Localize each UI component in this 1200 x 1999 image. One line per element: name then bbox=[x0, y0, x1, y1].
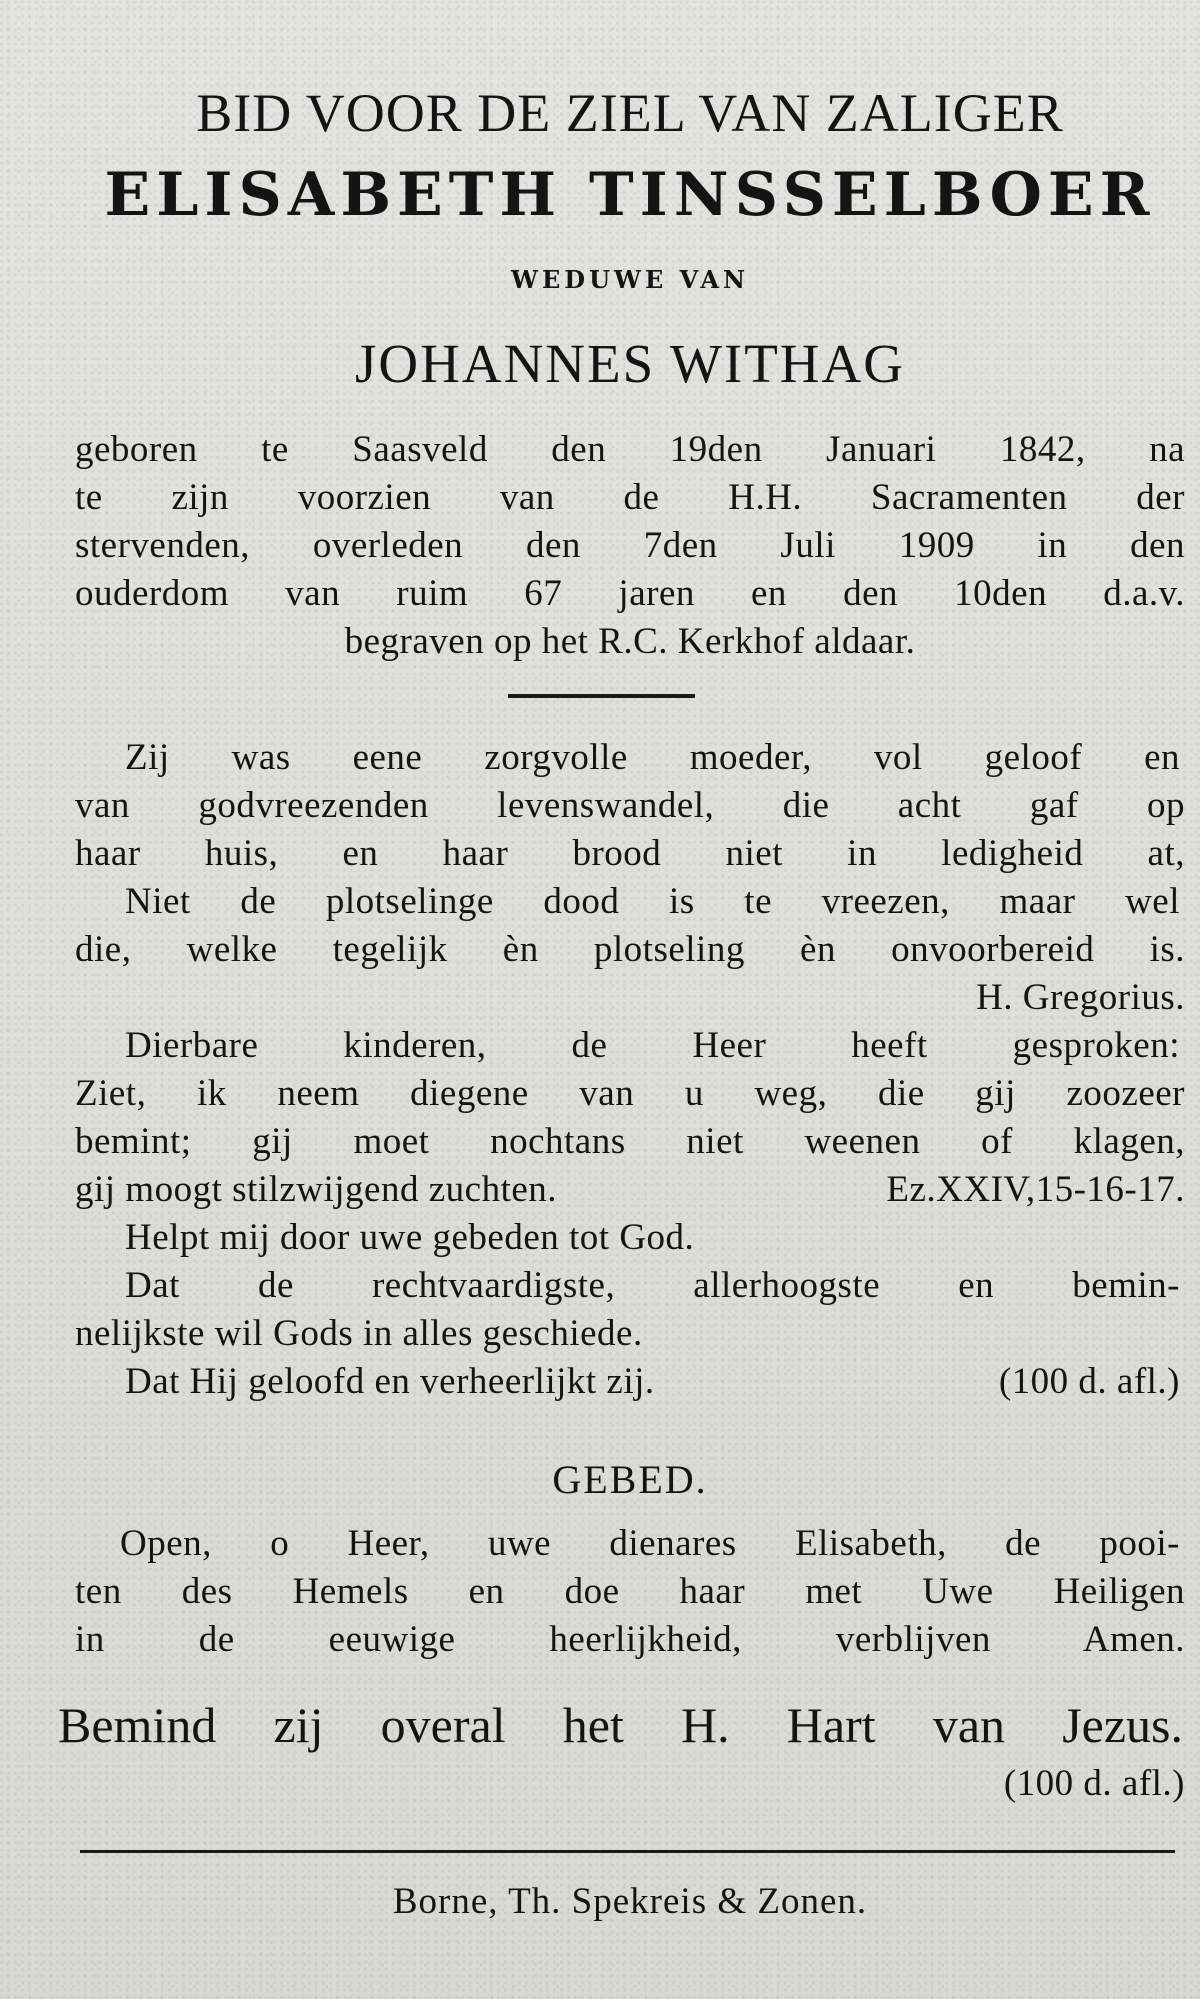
indulgence-note: (100 d. afl.) bbox=[998, 1361, 1180, 1402]
eulogy-text: Dat Hij geloofd en verheerlijkt zij. bbox=[125, 1361, 655, 1402]
biography-line-1 bbox=[75, 428, 1185, 471]
scripture-reference: Ez.XXIV,15-16-17. bbox=[886, 1169, 1185, 1210]
widow-of-label: WEDUWE VAN bbox=[511, 265, 749, 294]
prayer-line-3: in de eeuwige heerlijkheid, verblijven Amen. bbox=[75, 1619, 1185, 1660]
eulogy-line-8: Ziet, ik neem diegene van u weg, die gij zoozeer bbox=[75, 1073, 1185, 1114]
biography-line-4: ouderdom van ruim 67 jaren en den 10den d.a.v. bbox=[75, 573, 1185, 614]
eulogy-line-5: die, welke tegelijk èn plotseling èn onvoorbereid is. bbox=[75, 929, 1185, 970]
biography-text: geboren te Saasveld den 19den Januari 1842, na bbox=[75, 429, 1185, 470]
eulogy-line-3: haar huis, en haar brood niet in ledigheid at, bbox=[75, 833, 1185, 874]
eulogy-text: gij moogt stilzwijgend zuchten. bbox=[75, 1169, 558, 1210]
printer-credit: Borne, Th. Spekreis & Zonen. bbox=[392, 1881, 868, 1922]
footer-divider bbox=[80, 1850, 1175, 1853]
eulogy-line-1: Zij was eene zorgvolle moeder, vol geloof en bbox=[125, 737, 1180, 778]
eulogy-line-12: Helpt mij door uwe gebeden tot God. bbox=[125, 1217, 695, 1258]
closing-indulgence: (100 d. afl.) bbox=[1003, 1763, 1185, 1804]
biography-line-2: te zijn voorzien van de H.H. Sacramenten der bbox=[75, 477, 1185, 518]
eulogy-line-15 bbox=[125, 1360, 1180, 1403]
eulogy-line-4: Niet de plotselinge dood is te vreezen, maar wel bbox=[125, 881, 1180, 922]
biography-line-3: stervenden, overleden den 7den Juli 1909 in den bbox=[75, 525, 1185, 566]
biography-line-5: begraven op het R.C. Kerkhof aldaar. bbox=[344, 621, 916, 662]
prayer-line-1: Open, o Heer, uwe dienares Elisabeth, de pooi- bbox=[120, 1523, 1180, 1564]
prayer-line-2: ten des Hemels en doe haar met Uwe Heiligen bbox=[75, 1571, 1185, 1612]
eulogy-line-10 bbox=[75, 1168, 1185, 1211]
eulogy-line-13: Dat de rechtvaardigste, allerhoogste en bemin- bbox=[125, 1265, 1180, 1306]
husband-name: JOHANNES WITHAG bbox=[355, 333, 905, 394]
deceased-name: ELISABETH TINSSELBOER bbox=[104, 160, 1156, 230]
quote-attribution: H. Gregorius. bbox=[976, 977, 1185, 1018]
prayer-heading: BID VOOR DE ZIEL VAN ZALIGER bbox=[196, 83, 1064, 143]
eulogy-line-7: Dierbare kinderen, de Heer heeft gesproken: bbox=[125, 1025, 1180, 1066]
eulogy-line-14: nelijkste wil Gods in alles geschiede. bbox=[75, 1313, 643, 1354]
eulogy-line-2: van godvreezenden levenswandel, die acht gaf op bbox=[75, 785, 1185, 826]
eulogy-line-9: bemint; gij moet nochtans niet weenen of klagen, bbox=[75, 1121, 1185, 1162]
section-divider bbox=[508, 694, 695, 698]
sacred-heart-slogan: Bemind zij overal het H. Hart van Jezus. bbox=[58, 1697, 1183, 1753]
prayer-title: GEBED. bbox=[552, 1457, 708, 1502]
